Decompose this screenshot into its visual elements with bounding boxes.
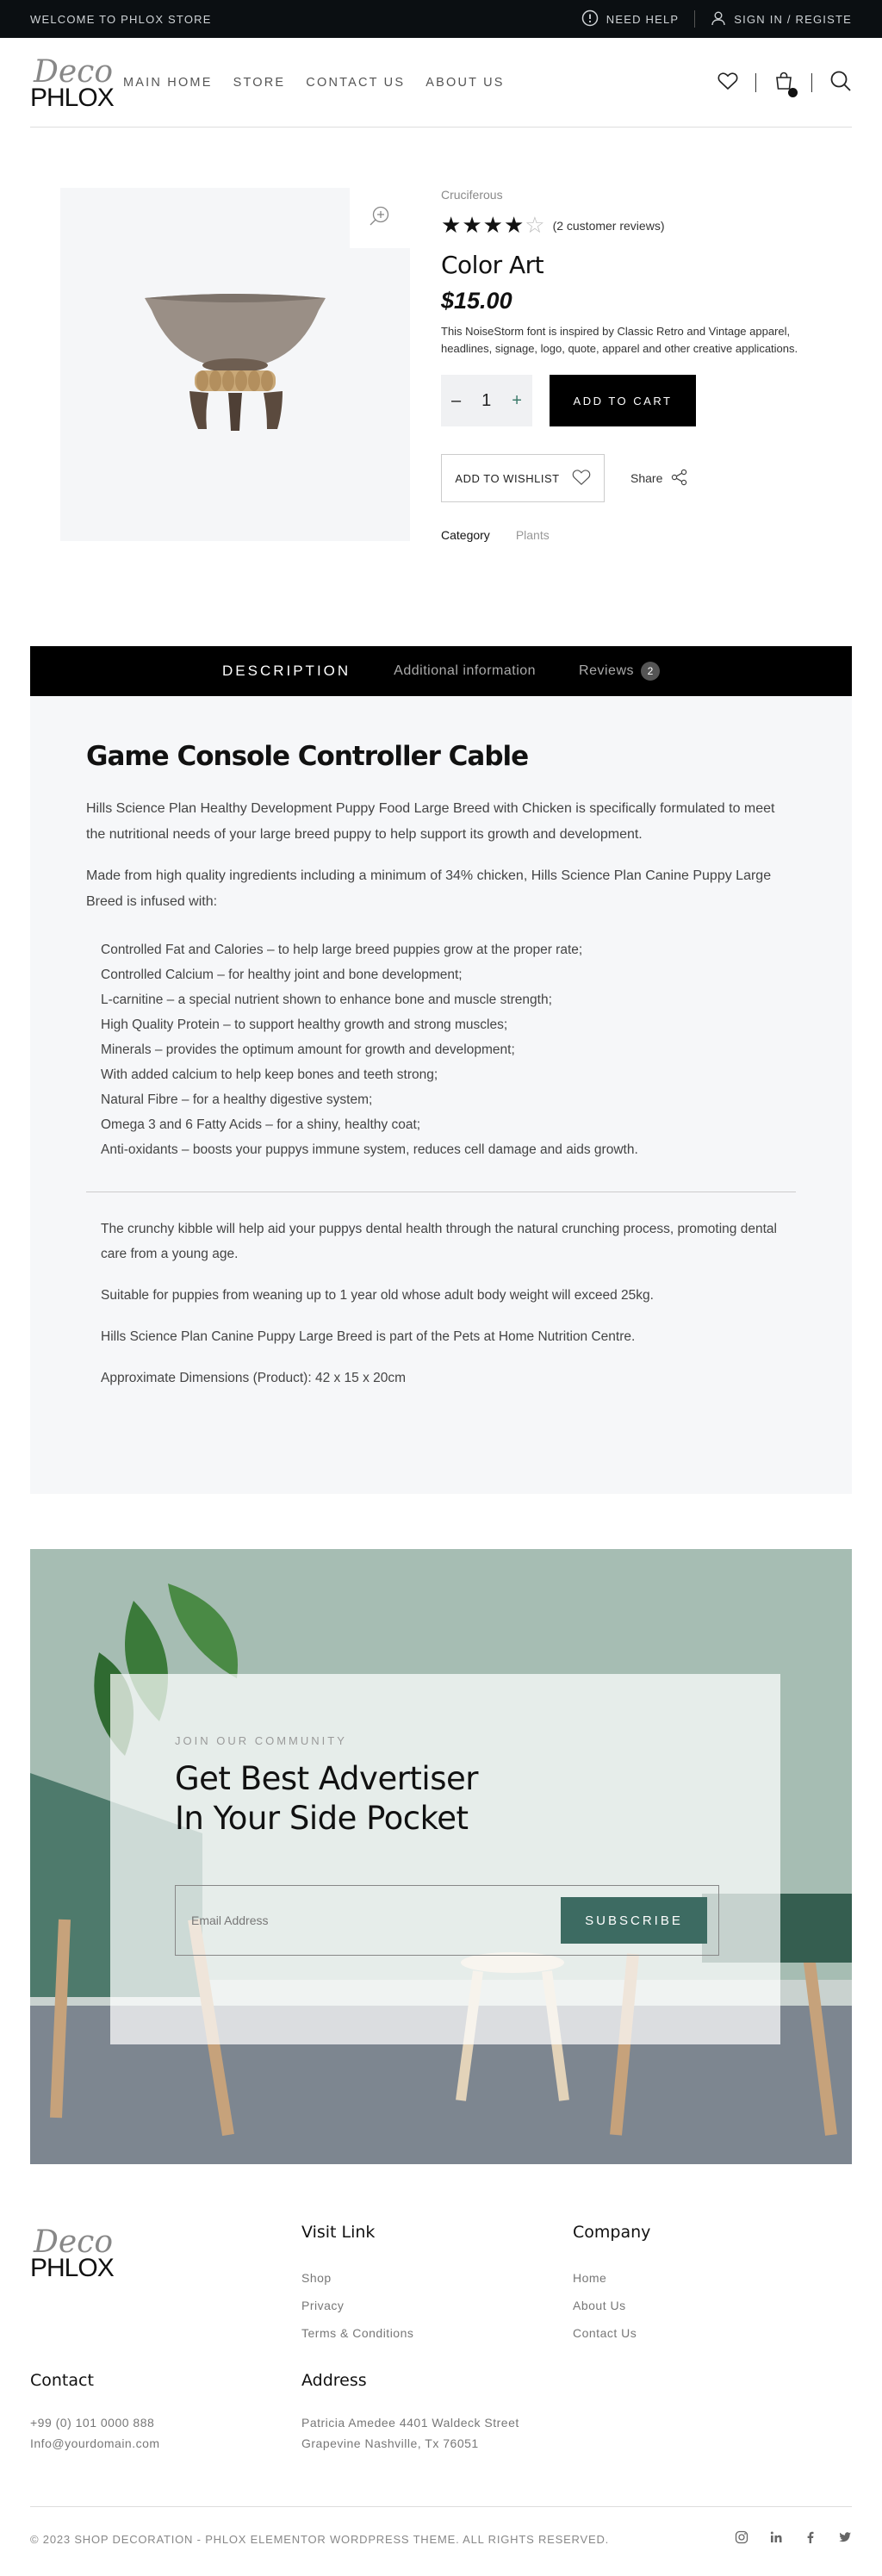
star-empty-icon: ☆	[525, 212, 546, 238]
sign-in-link[interactable]	[711, 10, 852, 28]
copyright-text: © 2023 SHOP DECORATION - PHLOX ELEMENTOR WORDPRESS THEME. ALL RIGHTS RESERVED.	[30, 2533, 610, 2546]
cart-icon[interactable]	[773, 71, 794, 96]
description-title: Game Console Controller Cable	[86, 741, 529, 772]
product-image	[60, 188, 410, 541]
qty-value[interactable]: 1	[481, 390, 492, 410]
welcome-text: WELCOME TO PHLOX STORE	[30, 12, 212, 26]
footer-address-line: Grapevine Nashville, Tx 76051	[301, 2436, 479, 2450]
footer-address-col	[301, 2371, 519, 2454]
product-gallery	[60, 188, 410, 541]
product-category-top[interactable]: Cruciferous	[441, 188, 503, 202]
description-paragraph: Made from high quality ingredients including a minimum of 34% chicken, Hills Science Plan Canine Puppy Large Breed is infused with:	[86, 868, 772, 909]
add-to-wishlist-button[interactable]	[441, 454, 605, 502]
footer-link-privacy[interactable]: Privacy	[301, 2299, 345, 2312]
site-logo[interactable]	[30, 53, 114, 113]
share-label: Share	[630, 471, 663, 485]
nav-item-main-home[interactable]: MAIN HOME	[123, 76, 213, 90]
subscribe-button[interactable]: SUBSCRIBE	[561, 1897, 707, 1944]
footer-address-line: Patricia Amedee 4401 Waldeck Street	[301, 2416, 519, 2430]
share-icon	[671, 469, 688, 488]
logo-script: Deco	[34, 54, 114, 90]
product-info	[441, 188, 803, 542]
list-item: L-carnitine – a special nutrient shown to enhance bone and muscle strength;	[101, 992, 552, 1007]
reviews-count-link[interactable]: (2 customer reviews)	[552, 218, 665, 233]
footer-logo-col	[30, 2223, 123, 2283]
footer-phone[interactable]: +99 (0) 101 0000 888	[30, 2416, 155, 2430]
need-help-link[interactable]	[581, 9, 680, 29]
footer-link-shop[interactable]: Shop	[301, 2271, 332, 2285]
product-name: Color Art	[441, 251, 544, 279]
qty-increase-button[interactable]: +	[512, 390, 522, 410]
reviews-count-badge: 2	[641, 662, 660, 681]
footer-company-title: Company	[573, 2223, 651, 2242]
star-icon: ★	[482, 212, 504, 238]
divider	[694, 10, 695, 28]
description-panel	[30, 696, 852, 1494]
newsletter-section	[30, 1549, 852, 2164]
product-tabs	[30, 646, 852, 696]
description-paragraph: Approximate Dimensions (Product): 42 x 15 x 20cm	[101, 1371, 407, 1385]
info-icon	[581, 9, 599, 29]
logo-main: PHLOX	[30, 2254, 114, 2282]
cart-row	[441, 375, 803, 426]
tab-description[interactable]: DESCRIPTION	[221, 663, 351, 679]
site-header	[0, 38, 882, 128]
heart-icon	[572, 469, 591, 488]
list-item: Anti-oxidants – boosts your puppys immune system, reduces cell damage and aids growth.	[101, 1142, 638, 1157]
list-item: With added calcium to help keep bones and teeth strong;	[101, 1067, 438, 1082]
category-value-link[interactable]: Plants	[515, 528, 550, 542]
footer-visit-title: Visit Link	[301, 2223, 376, 2242]
divider	[30, 2506, 852, 2507]
top-bar-actions	[581, 9, 852, 29]
footer-logo[interactable]	[30, 2223, 114, 2283]
product-price: $15.00	[441, 288, 512, 314]
description-paragraph: Hills Science Plan Healthy Development Puppy Food Large Breed with Chicken is specifically formulated to meet the nutritional needs of your large breed puppy to help support its growth and development.	[86, 801, 775, 842]
tab-reviews[interactable]	[579, 662, 660, 681]
category-label: Category	[441, 528, 490, 542]
header-icons	[717, 70, 852, 96]
top-bar	[0, 0, 882, 38]
heart-icon[interactable]	[717, 72, 738, 95]
divider	[811, 73, 812, 92]
add-to-cart-button[interactable]: ADD TO CART	[550, 375, 696, 426]
star-icon: ★	[441, 212, 463, 238]
footer-address-title: Address	[301, 2371, 367, 2390]
footer-contact-title: Contact	[30, 2371, 94, 2390]
list-item: Omega 3 and 6 Fatty Acids – for a shiny, healthy coat;	[101, 1117, 421, 1132]
footer-contact-col	[30, 2371, 160, 2454]
newsletter-title: Get Best Advertiser In Your Side Pocket	[175, 1760, 478, 1837]
nav-item-contact-us[interactable]: CONTACT US	[306, 76, 406, 90]
footer-visit-col	[301, 2223, 413, 2347]
cart-count-dot	[788, 88, 798, 97]
sign-in-label: SIGN IN / REGISTE	[734, 12, 852, 26]
quantity-stepper	[441, 375, 532, 426]
wishlist-row	[441, 454, 803, 502]
star-icon: ★	[503, 212, 525, 238]
newsletter-card	[110, 1674, 780, 2044]
product-section	[60, 188, 835, 541]
list-item: Controlled Calcium – for healthy joint and bone development;	[101, 968, 463, 982]
footer-link-home[interactable]: Home	[573, 2271, 607, 2285]
footer-link-about-us[interactable]: About Us	[573, 2299, 626, 2312]
newsletter-eyebrow: JOIN OUR COMMUNITY	[175, 1734, 347, 1747]
list-item: Minerals – provides the optimum amount for growth and development;	[101, 1042, 515, 1057]
qty-decrease-button[interactable]: –	[451, 390, 462, 410]
share-button[interactable]	[630, 469, 688, 488]
ingredient-list	[86, 937, 796, 1162]
search-icon[interactable]	[829, 70, 852, 96]
social-links	[735, 2530, 852, 2548]
footer-link-contact-us[interactable]: Contact Us	[573, 2326, 637, 2340]
linkedin-icon[interactable]	[769, 2530, 783, 2548]
list-item: High Quality Protein – to support healthy growth and strong muscles;	[101, 1017, 508, 1032]
nav-item-store[interactable]: STORE	[233, 76, 286, 90]
logo-main: PHLOX	[30, 84, 114, 112]
user-icon	[711, 10, 726, 28]
tab-additional-information[interactable]: Additional information	[394, 663, 537, 678]
list-item: Controlled Fat and Calories – to help large breed puppies grow at the proper rate;	[101, 943, 583, 957]
divider	[755, 73, 756, 92]
rating-stars	[441, 212, 546, 239]
product-rating	[441, 212, 803, 239]
email-field[interactable]	[191, 1913, 519, 1927]
logo-script: Deco	[34, 2224, 114, 2260]
newsletter-form	[175, 1885, 719, 1956]
footer-company-col	[573, 2223, 650, 2347]
footer-link-terms[interactable]: Terms & Conditions	[301, 2326, 414, 2340]
star-icon: ★	[462, 212, 483, 238]
need-help-label: NEED HELP	[606, 12, 680, 26]
description-paragraph: Hills Science Plan Canine Puppy Large Breed is part of the Pets at Home Nutrition Centre.	[101, 1329, 636, 1344]
tab-reviews-label: Reviews	[579, 663, 635, 678]
product-short-description: This NoiseStorm font is inspired by Classic Retro and Vintage apparel, headlines, signage, logo, quote, apparel and other creative applications.	[441, 325, 798, 355]
description-paragraph: The crunchy kibble will help aid your puppys dental health through the natural crunching process, promoting dental care from a young age.	[101, 1222, 777, 1261]
facebook-icon[interactable]	[804, 2530, 817, 2548]
main-nav	[123, 76, 505, 90]
wishlist-label: ADD TO WISHLIST	[455, 471, 560, 485]
list-item: Natural Fibre – for a healthy digestive system;	[101, 1092, 373, 1107]
footer-email[interactable]: Info@yourdomain.com	[30, 2436, 160, 2450]
nav-item-about-us[interactable]: ABOUT US	[425, 76, 505, 90]
twitter-icon[interactable]	[838, 2530, 852, 2548]
category-row	[441, 528, 803, 542]
description-paragraph: Suitable for puppies from weaning up to 1 year old whose adult body weight will exceed 25kg.	[101, 1288, 654, 1303]
instagram-icon[interactable]	[735, 2530, 748, 2548]
